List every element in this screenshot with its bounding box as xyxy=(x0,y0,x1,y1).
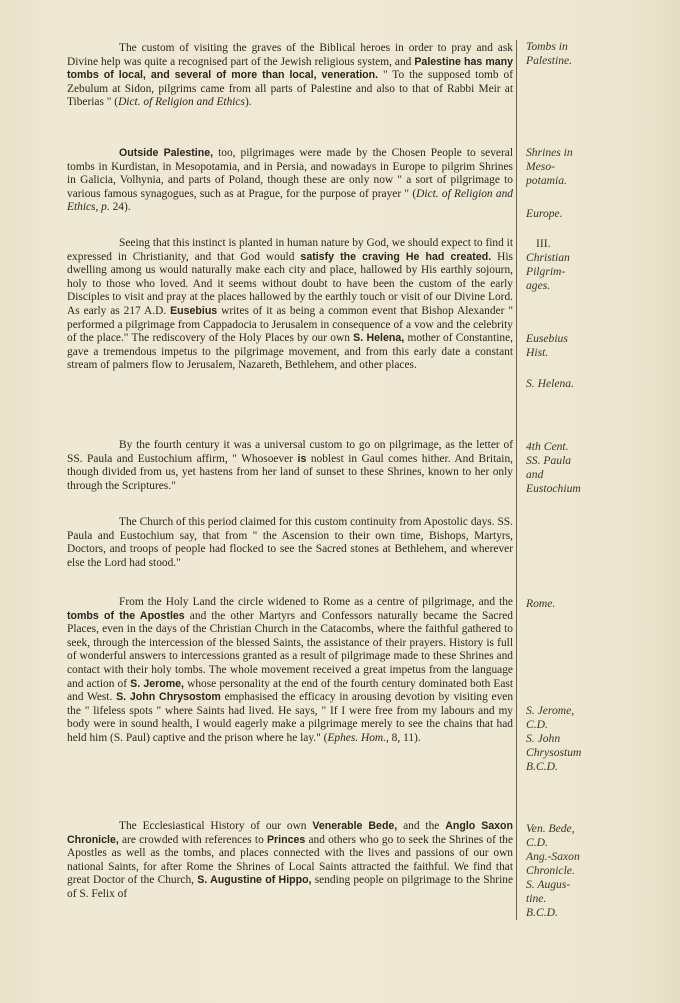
text: The Ecclesiastical History of our own xyxy=(119,820,313,832)
note-line: Tombs in xyxy=(526,40,568,53)
text: are crowded with references to xyxy=(118,833,267,846)
emphasis: Palestine has many tombs of local, and several of more than local, veneration. xyxy=(67,55,513,82)
emphasis: Eusebius xyxy=(170,304,218,317)
citation: Ephes. Hom. xyxy=(327,731,386,744)
text: emphasised the efficacy in arousing devotion by visiting even the " lifeless spots " where Saints had lived. He says, " If I were free from my labours and my body were in sound health, I would eagerly make a pilgrimage merely to see the chains that had held him (S. Paul) captive and the prison where he lay." ( xyxy=(67,691,514,744)
note-line: Palestine. xyxy=(526,54,573,67)
note-line: Pilgrim- xyxy=(526,265,566,278)
note-line: Rome. xyxy=(526,597,556,610)
note-line: Hist. xyxy=(526,346,549,359)
paragraph-tombs-in-palestine xyxy=(67,42,513,110)
paragraph-christian-pilgrimages xyxy=(67,237,513,373)
paragraph-bede xyxy=(67,820,513,902)
emphasis: S. Jerome, xyxy=(130,677,184,690)
note-line: Meso- xyxy=(526,160,555,173)
note-line: S. Helena. xyxy=(526,377,574,390)
margin-note-bede-augustine xyxy=(526,822,646,920)
note-line: potamia. xyxy=(526,174,567,187)
margin-rule xyxy=(516,40,517,920)
note-line: III. xyxy=(536,237,551,250)
text: mother of Constantine, gave a tremendous impetus to the pilgrimage movement, and from this early date a constant stream of palmers flow to Jerusalem, Nazareth, Bethlehem, and other places. xyxy=(67,332,514,372)
text: writes of it as being a common event that Bishop Alexander " performed a pilgrimage from Cappadocia to Jerusalem in consequence of a vow and the celebrity of the place." The rediscovery of the Holy Places by our own xyxy=(67,304,513,345)
note-line: B.C.D. xyxy=(526,906,558,919)
margin-note-tombs xyxy=(526,40,646,68)
text: sending people on pilgrimage to the Shrine of S. Felix of xyxy=(67,874,514,900)
text: His dwelling among us would naturally make each city and place, hallowed by His earthly sojourn, holy to those who loved. And it seems without doubt to have been the custom of the early Disciples to visit and pray at the places hallowed by the earthly touch or visit of our Divine Lord. As early as 217 A.D. xyxy=(67,250,513,317)
text: ). xyxy=(244,96,252,109)
text: " To the supposed tomb of Zebulum at Sidon, pilgrims came from all parts of Palestine and also to that of Rabbi Meir at Tiberias " ( xyxy=(67,69,513,109)
text: , 8, 11). xyxy=(385,731,421,744)
emphasis: Princes xyxy=(266,833,306,846)
text: The Church of this period claimed for this custom continuity from Apostolic days. SS. Paula and Eustochium say, that from " the Ascension to their own time, Bishops, Martyrs, Doctors, and troops of people had flocked to see the Sacred stones at Bethlehem, and wherever else the Lord had stood." xyxy=(67,516,513,569)
note-line: S. Augus- xyxy=(526,878,571,891)
emphasis: satisfy the craving He had created. xyxy=(300,250,492,263)
note-line: Chrysostum xyxy=(526,746,582,759)
emphasis: S. Augustine of Hippo, xyxy=(197,874,312,887)
text: noblest in Gaul comes hither. And Britain, though divided from us, yet hastens from her land of sunset to these Shrines, known to her only through the Scriptures." xyxy=(67,452,513,492)
text: and the xyxy=(397,820,446,832)
margin-note-europe xyxy=(526,207,646,221)
margin-note-rome xyxy=(526,597,646,611)
margin-note-mesopotamia xyxy=(526,146,646,188)
text: Seeing that this instinct is planted in human nature by God, we should expect to find it expressed in Christianity, and that God would xyxy=(67,237,513,263)
note-line: Chronicle. xyxy=(526,864,575,877)
emphasis: Anglo Saxon Chronicle, xyxy=(67,820,513,846)
note-line: Shrines in xyxy=(526,146,573,159)
note-line: B.C.D. xyxy=(526,760,558,773)
paragraph-outside-palestine xyxy=(67,147,513,215)
emphasis: S. John Chrysostom xyxy=(116,691,221,704)
margin-note-fourth-century xyxy=(526,440,646,496)
note-line: Eustochium xyxy=(526,482,581,495)
note-line: Europe. xyxy=(526,207,563,220)
text: whose personality at the end of the fourth century dominated both East and West. xyxy=(67,677,514,704)
text: 24). xyxy=(109,201,131,214)
citation: Dict. of Religion and Ethics, p. xyxy=(67,187,513,214)
paragraph-fourth-century xyxy=(67,439,513,493)
margin-note-eusebius xyxy=(526,332,646,360)
text: too, pilgrimages were made by the Chosen People to several tombs in Kurdistan, in Mesopotamia, and in Persia, and nowadays in Europe to pilgrim Shrines in Galicia, Volhynia, and parts of Poland, though these are only now " a sort of pilgrimage to various famous synagogues, such as at Prague, for the purpose of prayer " ( xyxy=(67,147,513,200)
note-line: C.D. xyxy=(526,836,548,849)
emphasis: Outside Palestine, xyxy=(119,147,214,159)
text: By the fourth century it was a universal custom to go on pilgrimage, as the letter of SS. Paula and Eustochium affirm, " Whosoever xyxy=(67,439,513,465)
note-line: SS. Paula xyxy=(526,454,572,467)
paragraph-apostolic-continuity xyxy=(67,516,513,570)
note-line: S. John xyxy=(526,732,561,745)
text: From the Holy Land the circle widened to Rome as a centre of pilgrimage, and the xyxy=(119,596,513,608)
note-line: ages. xyxy=(526,279,551,292)
note-line: tine. xyxy=(526,892,547,905)
citation: Dict. of Religion and Ethics xyxy=(118,96,245,109)
note-line: Ang.-Saxon xyxy=(526,850,580,863)
text: The custom of visiting the graves of the Biblical heroes in order to pray and ask Divine help was quite a recognised part of the Jewish religious system, and xyxy=(67,42,513,68)
note-line: 4th Cent. xyxy=(526,440,569,453)
note-line: S. Jerome, xyxy=(526,704,575,717)
note-line: and xyxy=(526,468,544,481)
note-line: C.D. xyxy=(526,718,548,731)
margin-note-helena xyxy=(526,377,646,391)
note-line: Christian xyxy=(526,251,570,264)
margin-note-christian-pilgrimages xyxy=(526,237,656,293)
text: and others who go to seek the Shrines of the Apostles as well as the tombs, and places connected with the lives and passions of our own national Saints, for after Rome the Shrines of Local Saints attracted the faithful. We find that great Doctor of the Church, xyxy=(67,833,514,887)
emphasis: Venerable Bede, xyxy=(312,820,398,832)
paragraph-rome xyxy=(67,596,513,746)
note-line: Eusebius xyxy=(526,332,568,345)
emphasis: S. Helena, xyxy=(353,332,405,345)
text: and the other Martyrs and Confessors naturally became the Sacred Places, even in the days of the Christian Church in the Catacombs, where the faithful gathered to seek, through the intercession of the blessed Saints, the assistance of their prayers. History is full of wonderful answers to intercessions granted as a result of pilgrimage made to these Shrines and contact with their holy tombs. The whole movement received a great impetus from the language and action of xyxy=(67,609,513,690)
note-line: Ven. Bede, xyxy=(526,822,575,835)
margin-note-jerome-chrysostom xyxy=(526,704,646,774)
emphasis: tombs of the Apostles xyxy=(67,609,185,622)
emphasis: is xyxy=(297,452,307,465)
